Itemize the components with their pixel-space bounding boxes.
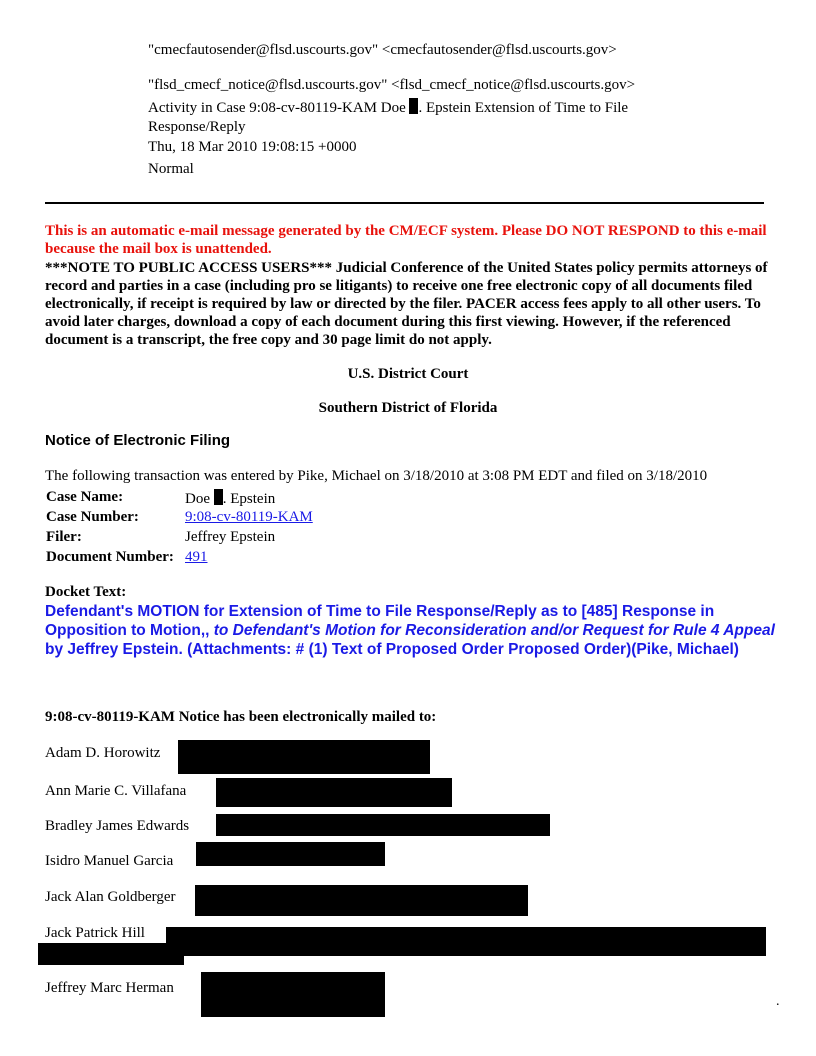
redacted-email bbox=[38, 943, 184, 965]
recipient-name: Jeffrey Marc Herman bbox=[45, 980, 174, 996]
transaction-text: The following transaction was entered by Pike, Michael on 3/18/2010 at 3:08 PM EDT and filed on 3/18/2010 bbox=[45, 468, 708, 484]
docket-text bbox=[45, 602, 775, 659]
notice-title: Notice of Electronic Filing bbox=[45, 432, 231, 449]
docket-text-label: Docket Text: bbox=[45, 584, 127, 600]
mailed-to-header: 9:08-cv-80119-KAM Notice has been electronically mailed to: bbox=[45, 709, 437, 725]
redacted-email bbox=[216, 778, 452, 807]
case-name-value bbox=[185, 489, 275, 508]
document-number-label: Document Number: bbox=[46, 549, 174, 565]
redacted-email bbox=[166, 927, 766, 956]
court-district: Southern District of Florida bbox=[318, 400, 498, 416]
case-name-label: Case Name: bbox=[46, 489, 124, 505]
docket-text-2: by Jeffrey Epstein. (Attachments: # (1) Text of Proposed Order Proposed Order)(Pike, Michael) bbox=[45, 641, 739, 658]
header-divider bbox=[45, 202, 764, 204]
recipient-name: Ann Marie C. Villafana bbox=[45, 783, 187, 799]
public-access-note: ***NOTE TO PUBLIC ACCESS USERS*** Judicial Conference of the United States policy permits attorneys of record and parties in a case (including pro se litigants) to receive one free electronic copy of all documents filed electronically, if receipt is required by law or directed by the filer. PACER access fees apply to all other users. To avoid later charges, download a copy of each document during this first viewing. However, if the referenced document is a transcript, the free copy and 30 page limit do not apply. bbox=[45, 260, 768, 348]
redacted-email bbox=[216, 814, 550, 836]
recipient-name: Jack Alan Goldberger bbox=[45, 889, 176, 905]
redacted-email bbox=[196, 842, 385, 866]
filer-value: Jeffrey Epstein bbox=[185, 529, 276, 545]
redaction-box bbox=[214, 489, 223, 505]
subject-text-1: Activity in Case 9:08-cv-80119-KAM Doe bbox=[148, 100, 410, 116]
filer-label: Filer: bbox=[46, 529, 82, 545]
automatic-message-warning: This is an automatic e-mail message generated by the CM/ECF system. Please DO NOT RESPOND to this e-mail because the mail box is unattended. bbox=[45, 223, 767, 257]
case-number-link[interactable]: 9:08-cv-80119-KAM bbox=[185, 509, 313, 525]
redacted-email bbox=[201, 972, 385, 1017]
recipient-name: Bradley James Edwards bbox=[45, 818, 190, 834]
docket-text-1: Defendant's MOTION for Extension of Time to File Response/Reply as to [485] Response in Opposition to Motion,, bbox=[45, 603, 715, 639]
court-name: U.S. District Court bbox=[347, 366, 469, 382]
document-number-cell bbox=[185, 549, 208, 566]
case-name-text-2: . Epstein bbox=[222, 491, 276, 507]
case-number-label: Case Number: bbox=[46, 509, 139, 525]
importance-value: Normal bbox=[148, 161, 194, 177]
date-value: Thu, 18 Mar 2010 19:08:15 +0000 bbox=[148, 139, 357, 155]
subject-value bbox=[148, 98, 678, 137]
to-value: "flsd_cmecf_notice@flsd.uscourts.gov" <flsd_cmecf_notice@flsd.uscourts.gov> bbox=[148, 77, 636, 93]
subject-text-2: . Epstein Extension of Time to File Response/Reply bbox=[148, 100, 629, 135]
case-name-text-1: Doe bbox=[185, 491, 214, 507]
docket-text-italic: to Defendant's Motion for Reconsideration and/or Request for Rule 4 Appeal bbox=[213, 622, 775, 639]
from-value: "cmecfautosender@flsd.uscourts.gov" <cmecfautosender@flsd.uscourts.gov> bbox=[148, 42, 617, 58]
document-number-link[interactable]: 491 bbox=[185, 549, 208, 565]
case-number-cell bbox=[185, 509, 313, 526]
page-mark: . bbox=[776, 994, 780, 1009]
recipient-name: Jack Patrick Hill bbox=[45, 925, 145, 941]
redacted-email bbox=[178, 740, 430, 774]
redacted-email bbox=[195, 885, 528, 916]
recipient-name: Adam D. Horowitz bbox=[45, 745, 161, 761]
recipient-name: Isidro Manuel Garcia bbox=[45, 853, 174, 869]
